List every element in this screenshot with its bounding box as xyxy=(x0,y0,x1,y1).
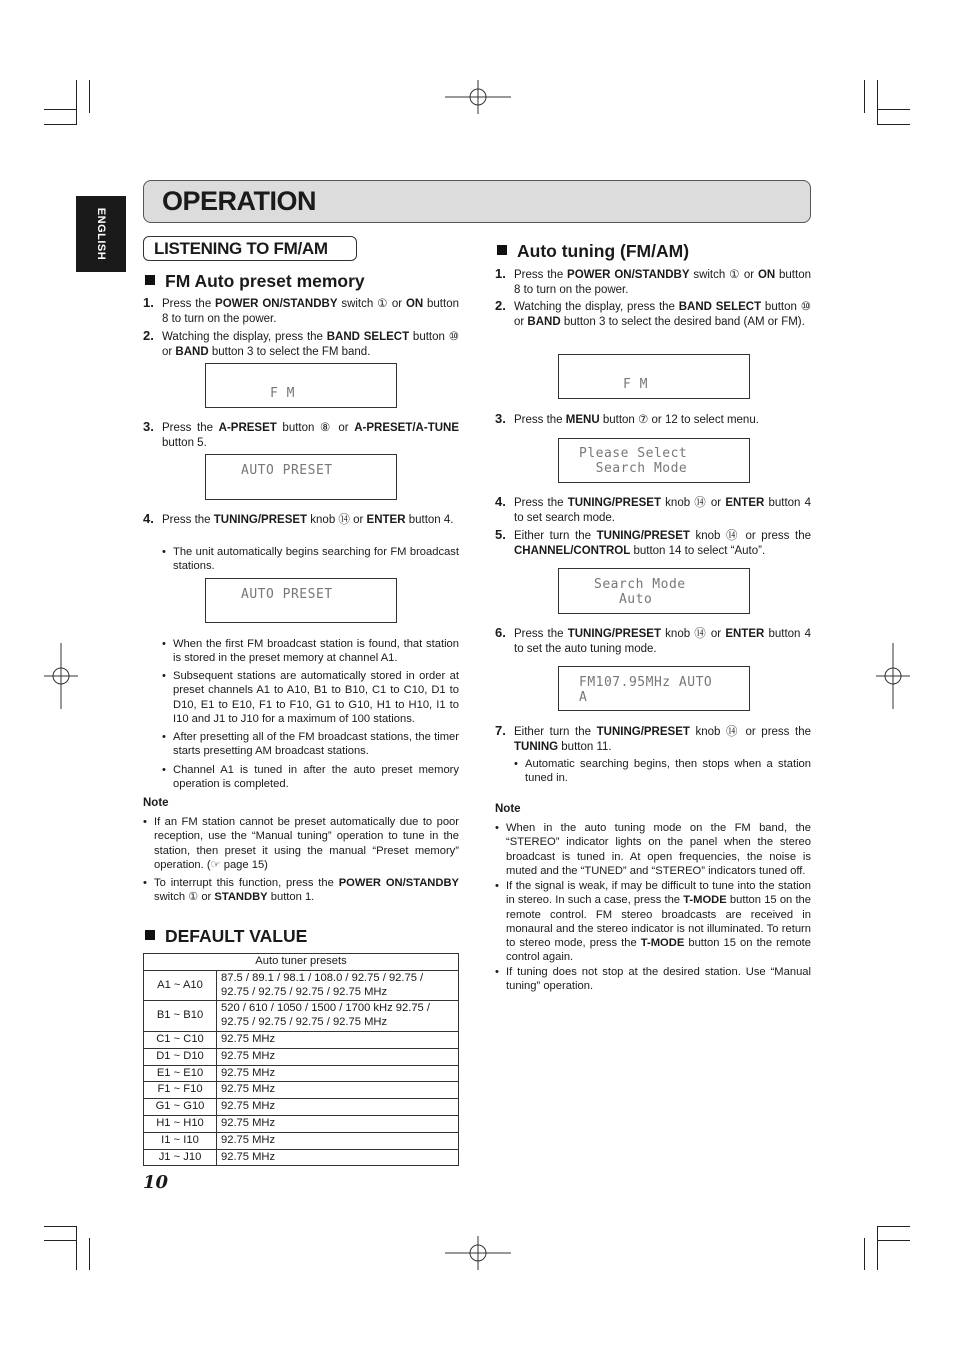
at-step-2: 2. Watching the display, press the BAND SELECT button ⑩ or BAND button 3 to select the desired band (AM or FM). xyxy=(495,298,812,328)
registration-mark-left xyxy=(44,643,78,709)
square-bullet-icon xyxy=(145,930,155,940)
preset-table xyxy=(143,953,459,1166)
table-row: C1 ~ C10 92.75 MHz xyxy=(144,1031,459,1048)
at-step-4: 4. Press the TUNING/PRESET knob ⑭ or ENTER button 4 to set search mode. xyxy=(495,494,811,524)
at-step-7: 7. Either turn the TUNING/PRESET knob ⑭ or press the TUNING button 11. xyxy=(495,723,811,753)
table-row: G1 ~ G10 92.75 MHz xyxy=(144,1099,459,1116)
square-bullet-icon xyxy=(145,275,155,285)
square-bullet-icon xyxy=(497,245,507,255)
table-row: F1 ~ F10 92.75 MHz xyxy=(144,1082,459,1099)
page-number: 10 xyxy=(143,1172,169,1193)
at-bullet-searching: • Automatic searching begins, then stops when a station tuned in. xyxy=(514,758,811,785)
at-note-heading: Note xyxy=(495,803,521,815)
table-row: I1 ~ I10 92.75 MHz xyxy=(144,1132,459,1149)
auto-tuning-heading: Auto tuning (FM/AM) xyxy=(497,241,689,262)
lcd-display-frequency: FM107.95MHz AUTO A xyxy=(558,666,750,711)
at-step-5: 5. Either turn the TUNING/PRESET knob ⑭ or press the CHANNEL/CONTROL button 14 to select “Auto”. xyxy=(495,527,811,557)
fm-step-1: 1. Press the POWER ON/STANDBY switch ① or ON button 8 to turn on the power. xyxy=(143,295,459,325)
at-step-1: 1. Press the POWER ON/STANDBY switch ① or ON button 8 to turn on the power. xyxy=(495,266,811,296)
fm-step-4: 4. Press the TUNING/PRESET knob ⑭ or ENTER button 4. xyxy=(143,511,454,526)
table-row: J1 ~ J10 92.75 MHz xyxy=(144,1149,459,1166)
at-note-1: • When in the auto tuning mode on the FM band, the “STEREO” indicator lights on the panel when the stereo broadcast is tuned in. At open frequencies, the noise is muted and the “TUNED” and “STEREO” indicators tuned off. xyxy=(495,822,811,877)
fm-note-1: • If an FM station cannot be preset automatically due to poor reception, use the “Manual tuning” operation to tune in the station, then preset it using the manual “Preset memory” operation. (☞ page 15) xyxy=(143,816,459,871)
fm-note-2: • To interrupt this function, press the POWER ON/STANDBY switch ① or STANDBY button 1. xyxy=(143,877,459,904)
registration-mark-top xyxy=(445,80,511,114)
language-tab-label: ENGLISH xyxy=(95,207,107,261)
lcd-display-search-mode: Search Mode Auto xyxy=(558,568,750,614)
default-value-heading: DEFAULT VALUE xyxy=(145,926,307,947)
at-note-3: • If tuning does not stop at the desired station. Use “Manual tuning” operation. xyxy=(495,966,811,993)
section-heading-box xyxy=(143,236,357,261)
at-note-2: • If the signal is weak, if may be difficult to tune into the station in stereo. In such a case, press the T-MODE button 15 on the remote control. FM stereo broadcasts are received in monaural and the stereo indicator is not illuminated. To return to stereo mode, press the T-MODE button 15 on the remote control again. xyxy=(495,880,812,964)
language-tab xyxy=(76,196,126,272)
lcd-display-fm: F M xyxy=(205,363,397,408)
table-row: A1 ~ A10 87.5 / 89.1 / 98.1 / 108.0 / 92.75 / 92.75 / 92.75 / 92.75 / 92.75 / 92.75 MHz xyxy=(144,970,459,1001)
table-row: H1 ~ H10 92.75 MHz xyxy=(144,1115,459,1132)
fm-bullet-searching: • The unit automatically begins searching for FM broadcast stations. xyxy=(162,546,459,573)
table-header-row: Auto tuner presets xyxy=(144,954,459,971)
table-row: E1 ~ E10 92.75 MHz xyxy=(144,1065,459,1082)
lcd-display-auto-preset-2: AUTO PRESET xyxy=(205,578,397,623)
registration-mark-bottom xyxy=(445,1236,511,1270)
table-row: B1 ~ B10 520 / 610 / 1050 / 1500 / 1700 kHz 92.75 / 92.75 / 92.75 / 92.75 / 92.75 MHz xyxy=(144,1001,459,1032)
fm-bullet: • After presetting all of the FM broadcast stations, the timer starts presetting AM broadcast stations. xyxy=(162,731,459,758)
table-row: D1 ~ D10 92.75 MHz xyxy=(144,1048,459,1065)
fm-bullet: • Subsequent stations are automatically stored in order at preset channels A1 to A10, B1 to B10, C1 to C10, D1 to D10, E1 to E10, F1 to F10, G1 to G10, H1 to H10, I1 to I10 and J1 to J10 for a maximum of 100 stations. xyxy=(162,670,459,725)
fm-bullet: • When the first FM broadcast station is found, that station is stored in the preset memory at channel A1. xyxy=(162,638,459,665)
fm-note-heading: Note xyxy=(143,797,169,809)
fm-preset-heading: FM Auto preset memory xyxy=(145,271,365,292)
fm-bullet: • Channel A1 is tuned in after the auto preset memory operation is completed. xyxy=(162,764,459,791)
at-step-6: 6. Press the TUNING/PRESET knob ⑭ or ENTER button 4 to set the auto tuning mode. xyxy=(495,625,811,655)
page-title: OPERATION xyxy=(162,186,317,216)
lcd-display-auto-preset: AUTO PRESET xyxy=(205,454,397,500)
fm-step-2: 2. Watching the display, press the BAND SELECT button ⑩ or BAND button 3 to select the FM band. xyxy=(143,328,460,358)
title-bar xyxy=(143,180,811,223)
fm-step-3: 3. Press the A-PRESET button ⑧ or A-PRESET/A-TUNE button 5. xyxy=(143,419,459,449)
lcd-display-please-select: Please Select Search Mode xyxy=(558,438,750,483)
at-step-3: 3. Press the MENU button ⑦ or 12 to select menu. xyxy=(495,411,759,426)
registration-mark-right xyxy=(876,643,910,709)
section-heading: LISTENING TO FM/AM xyxy=(154,239,328,258)
lcd-display-fm: F M xyxy=(558,354,750,399)
